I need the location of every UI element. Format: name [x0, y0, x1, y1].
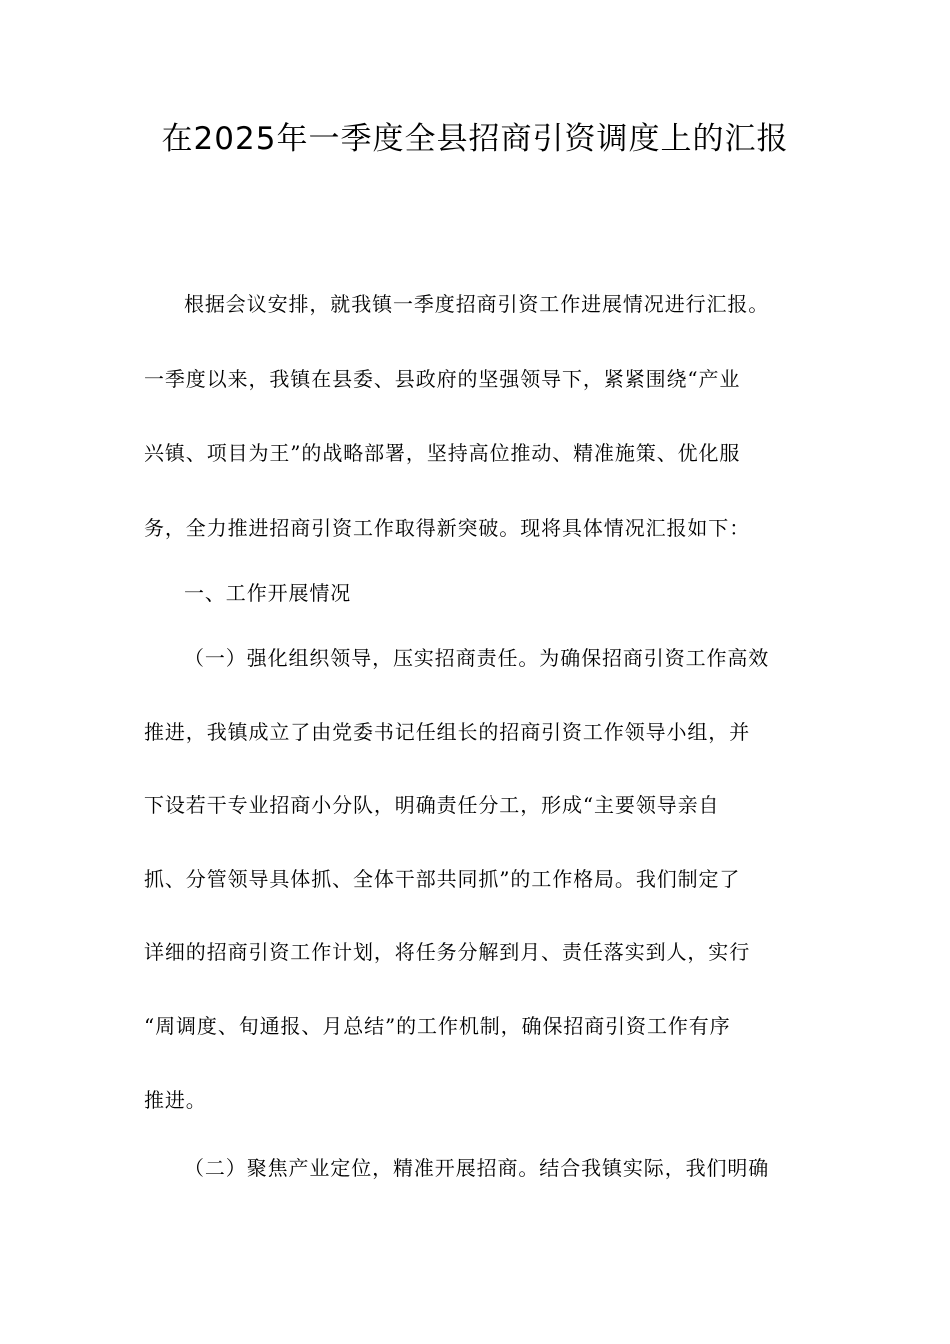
subsection-1-line-5: 详细的招商引资工作计划，将任务分解到月、责任落实到人，实行	[144, 940, 751, 964]
intro-paragraph-line-1: 根据会议安排，就我镇一季度招商引资工作进展情况进行汇报。	[184, 292, 770, 316]
document-title: 在2025年一季度全县招商引资调度上的汇报	[161, 121, 789, 157]
intro-paragraph-line-4: 务，全力推进招商引资工作取得新突破。现将具体情况汇报如下：	[144, 516, 751, 540]
intro-paragraph-line-3: 兴镇、项目为王”的战略部署，坚持高位推动、精准施策、优化服	[144, 441, 741, 465]
subsection-1-line-4: 抓、分管领导具体抓、全体干部共同抓”的工作格局。我们制定了	[144, 867, 741, 891]
subsection-1-line-3: 下设若干专业招商小分队，明确责任分工，形成“主要领导亲自	[144, 793, 720, 817]
subsection-1-line-2: 推进，我镇成立了由党委书记任组长的招商引资工作领导小组，并	[144, 720, 751, 744]
section-heading-work-status: 一、工作开展情况	[184, 581, 352, 605]
subsection-1-line-6: “周调度、旬通报、月总结”的工作机制，确保招商引资工作有序	[144, 1014, 731, 1038]
intro-paragraph-line-2: 一季度以来，我镇在县委、县政府的坚强领导下，紧紧围绕“产业	[144, 367, 741, 391]
subsection-1-line-7: 推进。	[144, 1088, 207, 1112]
subsection-2-line-1: （二）聚焦产业定位，精准开展招商。结合我镇实际，我们明确	[184, 1156, 770, 1180]
subsection-1-line-1: （一）强化组织领导，压实招商责任。为确保招商引资工作高效	[184, 646, 770, 670]
